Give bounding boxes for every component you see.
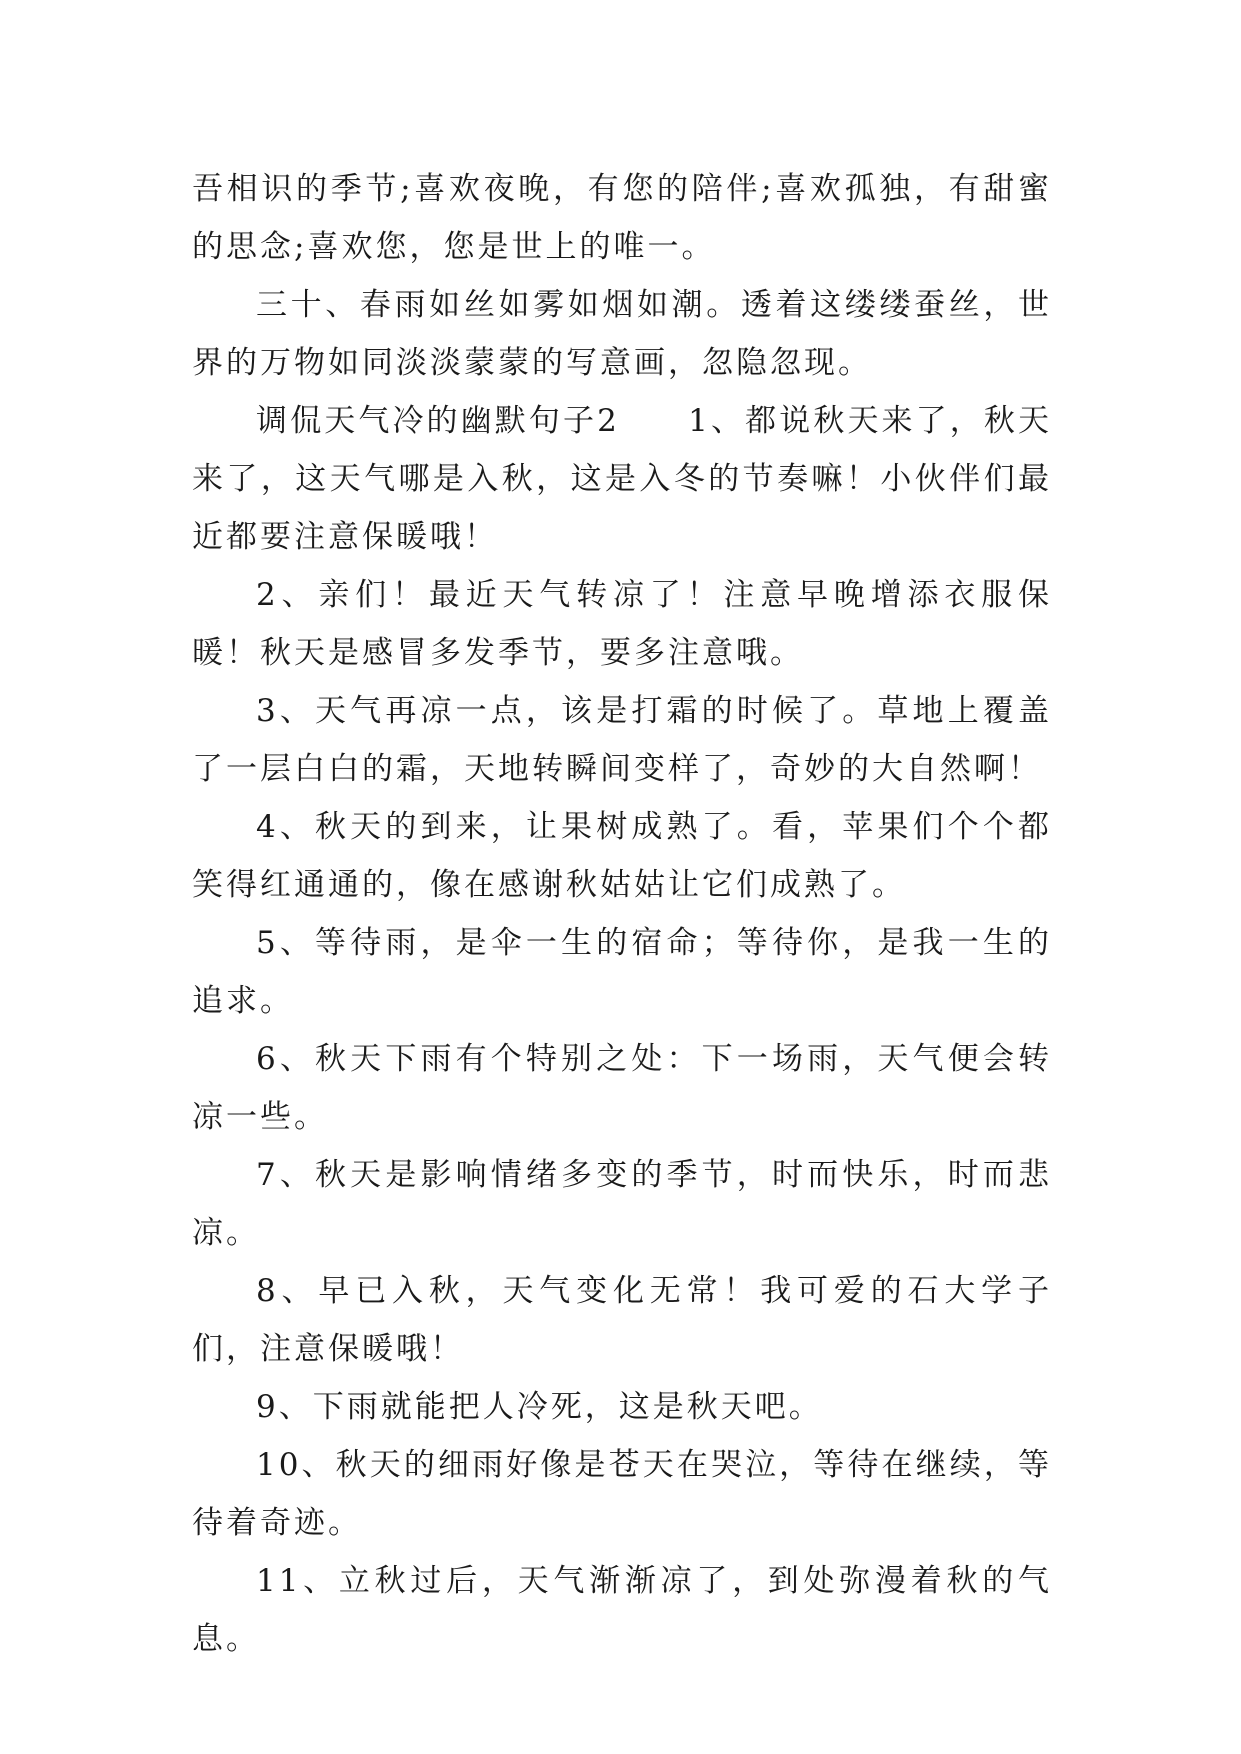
paragraph: 11、立秋过后，天气渐渐凉了，到处弥漫着秋的气息。 [192,1563,1052,1657]
paragraph: 4、秋天的到来，让果树成熟了。看，苹果们个个都笑得红通通的，像在感谢秋姑姑让它们成熟了。 [192,809,1052,903]
paragraph: 2、亲们！最近天气转凉了！注意早晚增添衣服保暖！秋天是感冒多发季节，要多注意哦。 [192,577,1052,671]
paragraph: 5、等待雨，是伞一生的宿命；等待你，是我一生的追求。 [192,925,1052,1019]
paragraph: 8、早已入秋，天气变化无常！我可爱的石大学子们，注意保暖哦！ [192,1273,1052,1367]
paragraph: 3、天气再凉一点，该是打霜的时候了。草地上覆盖了一层白白的霜，天地转瞬间变样了，奇妙的大自然啊！ [192,693,1052,787]
paragraph: 6、秋天下雨有个特别之处：下一场雨，天气便会转凉一些。 [192,1041,1052,1135]
paragraph: 7、秋天是影响情绪多变的季节，时而快乐，时而悲凉。 [192,1157,1052,1251]
paragraph: 调侃天气冷的幽默句子2 1、都说秋天来了，秋天来了，这天气哪是入秋，这是入冬的节奏嘛！小伙伴们最近都要注意保暖哦！ [192,403,1052,555]
paragraph: 三十、春雨如丝如雾如烟如潮。透着这缕缕蚕丝，世界的万物如同淡淡蒙蒙的写意画，忽隐忽现。 [192,287,1052,381]
document-page [192,160,1052,1668]
paragraph: 10、秋天的细雨好像是苍天在哭泣，等待在继续，等待着奇迹。 [192,1447,1052,1541]
paragraph: 9、下雨就能把人冷死，这是秋天吧。 [256,1389,823,1425]
paragraph: 吾相识的季节;喜欢夜晚，有您的陪伴;喜欢孤独，有甜蜜的思念;喜欢您，您是世上的唯一。 [192,171,1052,265]
